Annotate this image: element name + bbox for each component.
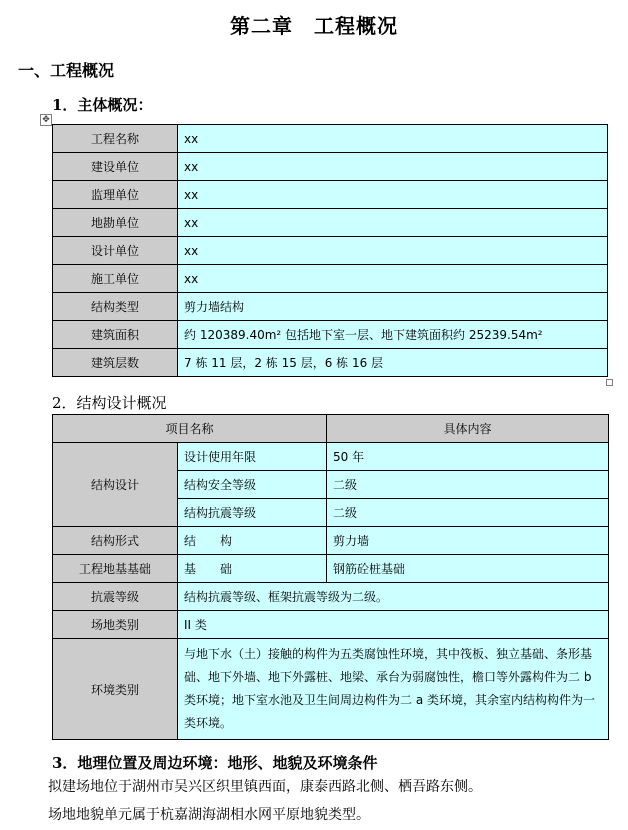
- table-resize-handle-icon[interactable]: [606, 379, 613, 386]
- foundation-label: 工程地基基础: [53, 555, 178, 583]
- seismic-label: 抗震等级: [53, 583, 178, 611]
- table-row: [53, 527, 609, 555]
- cell-value: 50 年: [327, 443, 609, 471]
- row-value: xx: [178, 125, 608, 153]
- table-row: [53, 443, 609, 471]
- cell-item: 基 础: [178, 555, 327, 583]
- cell-value: II 类: [178, 611, 609, 639]
- table-header-row: [53, 415, 609, 443]
- row-value: 约 120389.40m² 包括地下室一层、地下建筑面积约 25239.54m²: [178, 321, 608, 349]
- row-value: xx: [178, 237, 608, 265]
- structural-design-label: 结构设计: [53, 443, 178, 527]
- row-label: 地勘单位: [53, 209, 178, 237]
- row-value: xx: [178, 153, 608, 181]
- row-label: 建筑面积: [53, 321, 178, 349]
- environment-label: 环境类别: [53, 639, 178, 740]
- table-row: [53, 321, 608, 349]
- table-row: [53, 293, 608, 321]
- subsection-heading-1: 1．主体概况：: [52, 96, 153, 114]
- table-move-handle-icon[interactable]: ✥: [40, 114, 52, 126]
- table-row: [53, 125, 608, 153]
- landform-paragraph: 场地地貌单元属于杭嘉湖海湖相水网平原地貌类型。: [48, 807, 370, 823]
- chapter-title: 第二章 工程概况: [230, 14, 398, 38]
- structural-design-table: [52, 414, 609, 740]
- row-value: xx: [178, 209, 608, 237]
- row-value: xx: [178, 181, 608, 209]
- cell-item: 设计使用年限: [178, 443, 327, 471]
- row-value: 7 栋 11 层，2 栋 15 层，6 栋 16 层: [178, 349, 608, 377]
- table-row: [53, 611, 609, 639]
- row-label: 工程名称: [53, 125, 178, 153]
- cell-value: 二级: [327, 471, 609, 499]
- table-row: [53, 349, 608, 377]
- row-label: 建筑层数: [53, 349, 178, 377]
- cell-value: 钢筋砼桩基础: [327, 555, 609, 583]
- cell-value: 剪力墙: [327, 527, 609, 555]
- subsection-heading-2: 2．结构设计概况: [52, 394, 167, 412]
- row-label: 施工单位: [53, 265, 178, 293]
- table-row: [53, 209, 608, 237]
- table-row: [53, 181, 608, 209]
- site-category-label: 场地类别: [53, 611, 178, 639]
- table-row: [53, 639, 609, 740]
- table-row: [53, 237, 608, 265]
- cell-value: 与地下水（土）接触的构件为五类腐蚀性环境，其中筏板、独立基础、条形基础、地下外墙、地下外露桩、地梁、承台为弱腐蚀性，檐口等外露构件为二 b 类环境；地下室水池及卫生间周边构件为二 a 类环境，其余室内结构构件为一类环境。: [178, 639, 609, 740]
- cell-item: 结构抗震等级: [178, 499, 327, 527]
- table-row: [53, 555, 609, 583]
- table-row: [53, 583, 609, 611]
- structure-form-label: 结构形式: [53, 527, 178, 555]
- site-location-paragraph: 拟建场地位于湖州市吴兴区织里镇西面，康泰西路北侧、栖吾路东侧。: [48, 779, 482, 795]
- row-label: 设计单位: [53, 237, 178, 265]
- row-value: 剪力墙结构: [178, 293, 608, 321]
- subsection-heading-3: 3．地理位置及周边环境：地形、地貌及环境条件: [52, 754, 378, 772]
- table-row: [53, 265, 608, 293]
- section-heading: 一、工程概况: [18, 61, 115, 80]
- row-label: 结构类型: [53, 293, 178, 321]
- cell-value: 二级: [327, 499, 609, 527]
- main-info-table: [52, 124, 608, 377]
- cell-value: 结构抗震等级、框架抗震等级为二级。: [178, 583, 609, 611]
- row-label: 建设单位: [53, 153, 178, 181]
- table-row: [53, 153, 608, 181]
- row-value: xx: [178, 265, 608, 293]
- row-label: 监理单位: [53, 181, 178, 209]
- header-content: 具体内容: [327, 415, 609, 443]
- cell-item: 结构安全等级: [178, 471, 327, 499]
- header-item-name: 项目名称: [53, 415, 327, 443]
- cell-item: 结 构: [178, 527, 327, 555]
